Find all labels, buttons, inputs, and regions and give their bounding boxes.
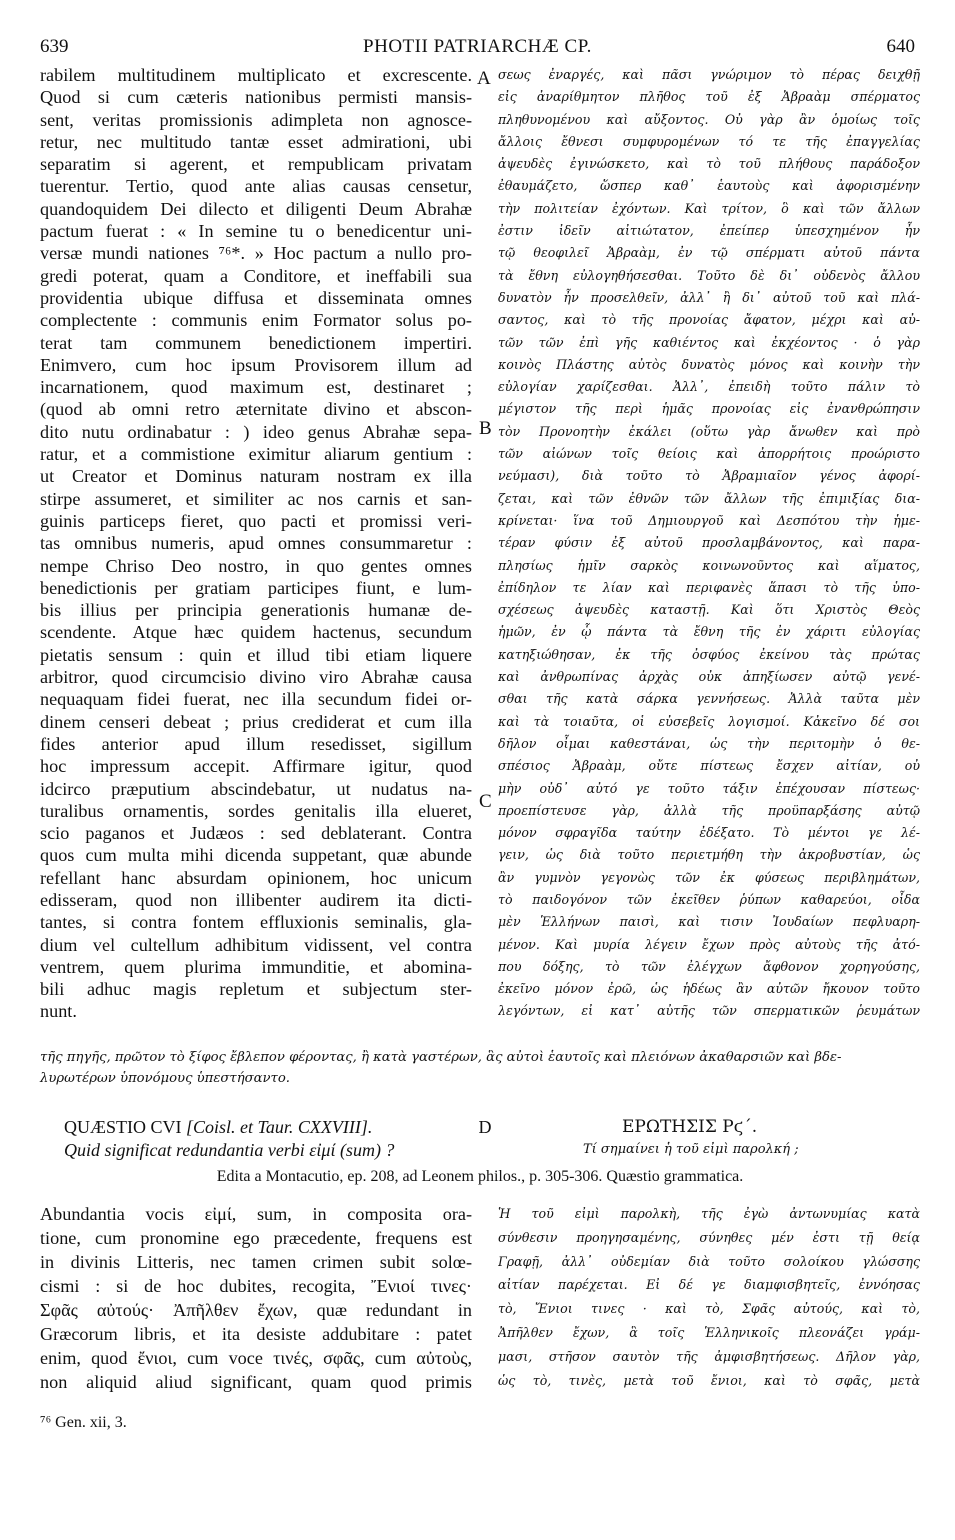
latin-text-line: tas omnibus numeris, apud omnes consummaretur : [40, 533, 472, 554]
greek-text-line: κρίνεται· ἵνα τοῦ Δημιουργοῦ καὶ Δεσπότου τὴν ἡμε- [498, 512, 920, 528]
greek-question-text: Τί σημαίνει ἡ τοῦ εἰμὶ παρολκή ; [583, 1142, 799, 1157]
greek-text-line: ὡς τὸ, τινὲς, μετὰ τοῦ ἔνιοι, καὶ τὸ σφᾶς, μετὰ [498, 1372, 920, 1388]
greek-text-line: Γραφῇ, ἀλλ᾽ οὐδεμίαν διὰ τοῦτο σολοίκου γλώσσης [498, 1253, 920, 1269]
greek-text-line: ἐθαυμάζετο, ὥσπερ καθ᾽ ἑαυτοὺς καὶ ἀφορισμένην [498, 178, 920, 194]
greek-text-line: δῆλον οἶμαι καθεστάναι, ὡς τὴν περιτομὴν ὁ θε- [498, 735, 920, 751]
greek-text-line: καὶ τὰ τοιαῦτα, οἱ εὐσεβεῖς λογισμοί. Κἀκεῖνο δέ σοι [498, 713, 920, 729]
greek-text-line: ἄλλοις ἔθνεσι συμφυρομένων τό τε τῆς ἐπαγγελίας [498, 133, 920, 149]
latin-question-source: [Coisl. et Taur. CXXVIII]. [186, 1117, 373, 1137]
greek-text-line: τὸ, Ἔνιοι τινες · καὶ τὸ, Σφᾶς αὐτούς, καὶ τὸ, [498, 1301, 920, 1317]
greek-text-line: γειν, ὡς διὰ τοῦτο περιετμήθη τὴν ἀκροβυστίαν, ὡς [498, 847, 920, 863]
greek-full-width-line-1: τῆς πηγῆς, πρῶτον τὸ ξίφος ἔβλεπον φέροντας, ἢ κατὰ γαστέρων, ἃς αὐτοὶ ἑαυτοῖς καὶ πλειόνων ἀκαθαρσιῶν καὶ βδε- [40, 1050, 842, 1065]
greek-text-line: τὰ ἔθνη εὐλογηθήσεσθαι. Τοῦτο δὲ δι᾽ οὐδενὸς ἄλλου [498, 267, 920, 283]
latin-text-line: hoc impressum accepit. Affirmare igitur, quod [40, 756, 472, 777]
latin-text-line: scendente. Atque hæc quidem hactenus, secundum [40, 622, 472, 643]
latin-text-line: terat tam communem benedictionem impertiri. [40, 332, 472, 353]
footnote: ⁷⁶ Gen. xii, 3. [40, 1414, 127, 1431]
greek-text-line: σχέσεως ἀψευδὲς καταστῇ. Καὶ ὅτι Χριστὸς Θεὸς [498, 602, 920, 618]
latin-text-line: enim, quod ἔνιοι, cum voce τινές, σφᾶς, cum αὐτοὺς, [40, 1348, 472, 1368]
latin-text-line: nunt. [40, 1001, 77, 1022]
running-title: PHOTII PATRIARCHÆ CP. [363, 36, 592, 57]
greek-text-line: σθαι τῆς κατὰ σάρκα γεννήσεως. Ἀλλὰ ταῦτα μὲν [498, 691, 920, 707]
margin-letter-c: C [479, 791, 492, 812]
latin-text-line: fides anterior apud illum resedisset, sigillum [40, 733, 472, 754]
latin-text-line: dito nutu ordinabatur : ) ideo genus Abrahæ sepa- [40, 421, 472, 442]
latin-text-line: bili adhuc magis repletum et subjectum ster- [40, 979, 472, 1000]
greek-full-width-line-2: λυρωτέρων ὑπονόμους ὑπεστήσαντο. [40, 1071, 290, 1086]
latin-text-line: rabilem multitudinem multiplicato et excrescente. [40, 65, 472, 85]
latin-text-line: Abundantia vocis εἰμί, sum, in composita ora- [40, 1204, 472, 1224]
greek-text-line: λεγόντων, εἰ κατ᾽ αὐτῆς τῶν σπερματικῶν ῥευμάτων [498, 1003, 920, 1019]
greek-text-line: τῷ θεοφιλεῖ Ἀβραὰμ, ἐν τῷ σπέρματι αὐτοῦ πάντα [498, 245, 920, 261]
greek-column-lower [498, 1202, 920, 1392]
latin-text-line: ut Creator et Dominus naturam nostram ex illa [40, 466, 472, 487]
greek-text-line: μὲν Ἑλλήνων παισὶ, καὶ τισιν Ἰουδαίων πεφλυαρη- [498, 914, 920, 930]
greek-text-line: κοινὸς Πλάστης αὐτὸς δυνατὸς μόνος καὶ κοινὴν τὴν [498, 356, 920, 372]
latin-text-line: quandoquidem Dei dilecto et diligenti Deum Abrahæ [40, 198, 472, 219]
latin-text-line: benedictionis per gratiam participes fiunt, e lum- [40, 577, 472, 598]
latin-column-upper [40, 64, 472, 1023]
latin-text-line: Quod si cum cæteris nationibus permisti mansis- [40, 87, 472, 108]
left-page-number: 639 [40, 36, 69, 57]
edition-note: Edita a Montacutio, ep. 208, ad Leonem philos., p. 305-306. Quæstio grammatica. [216, 1168, 744, 1185]
greek-text-line: μένον. Καὶ μυρία λέγειν ἔχων πρὸς αὐτοὺς τῆς ἀτό- [498, 936, 920, 952]
greek-text-line: μόνον σφραγῖδα ταύτην ἐδέξατο. Τὸ μέντοι γε λέ- [498, 825, 920, 841]
greek-text-line: κατηξιώθησαν, ἐκ τῆς ὀσφύος ἐκείνου τὰς πρώτας [498, 646, 920, 662]
greek-text-line: πλησίως ἡμῖν σαρκὸς κοινωνοῦντος καὶ αἵματος, [498, 557, 920, 573]
latin-question-number: QUÆSTIO CVI [64, 1117, 187, 1137]
latin-text-line: quos cum multa mihi dicenda suppetant, quæ abunde [40, 845, 472, 866]
latin-text-line: pactum fuerat : « In semine tu o benedicentur uni- [40, 221, 472, 242]
greek-question-title: ΕΡΩΤΗΣΙΣ Ρϛ΄. [622, 1117, 758, 1137]
margin-letter-d: D [478, 1117, 492, 1137]
latin-text-line: ratur, et a commistione eximitur aliarum gentium : [40, 444, 472, 465]
greek-text-line: τέραν φύσιν ἐξ αὐτοῦ προσλαμβάνοντος, καὶ παρα- [498, 535, 920, 551]
greek-text-line: ἡμῶν, ἐν ᾧ πάντα τὰ ἔθνη τῆς ἐν χάριτι εὐλογίας [498, 624, 920, 640]
latin-text-line: incarnationem, quod maximum est, destinaret ; [40, 377, 472, 398]
greek-text-line: σύνθεσιν προηγησαμένης, σύνηθες μέν ἐστι τῇ θείᾳ [498, 1229, 920, 1245]
latin-text-line: complectente : communis enim Formator solus po- [40, 310, 472, 331]
latin-text-line: (quod ab omni retro æternitate divino et abscon- [40, 399, 472, 420]
greek-text-line: τὴν πολιτείαν ἐχόντων. Καὶ τρίτον, ὃ καὶ τῶν ἄλλων [498, 200, 920, 216]
greek-text-line: σεως ἐναργές, καὶ πᾶσι γνώριμον τὸ πέρας δειχθῇ [498, 67, 920, 82]
latin-text-line: Σφᾶς αὐτούς· Ἀπῆλθεν ἔχων, quæ redundant in [40, 1300, 472, 1320]
latin-text-line: in divinis Litteris, nec tamen crimen subit solœ- [40, 1252, 472, 1272]
latin-text-line: nempe Chriso Deo nostro, in quo gentes omnes [40, 555, 472, 576]
greek-column-upper [498, 64, 920, 1023]
greek-text-line: μασι, στῆσον σαυτὸν τῆς ἀμφισβητήσεως. Δῆλον γὰρ, [498, 1348, 920, 1364]
latin-text-line: gredi poterat, quam a Conditore, et ineffabili sua [40, 265, 472, 286]
greek-text-line: τῶν αἰώνων τοῖς θείοις καὶ ἀπορρήτοις προώριστο [498, 446, 920, 462]
latin-text-line: nequaquam fidei fuerat, nec illa secundum fidei or- [40, 689, 472, 710]
greek-text-line: τὸ παιδογόνον τῶν ἐκεῖθεν ῥύπων καθαρεύοι, οἶδα [498, 891, 920, 907]
greek-text-line: εἰς ἀναρίθμητον πλῆθος τοῦ ἐξ Ἀβραὰμ σπέρματος [498, 89, 920, 105]
latin-text-line: turalibus ornamentis, sordes genitalis illa elueret, [40, 800, 472, 821]
latin-text-line: cismi : si de hoc dubites, recogita, Ἔνιοί τινες· [40, 1276, 472, 1296]
latin-column-lower [40, 1202, 472, 1394]
latin-text-line: arbitror, quod circumcisio divino viro Abrahæ causa [40, 667, 472, 688]
latin-text-line: sent, veritas promissionis adimpleta non agnosce- [40, 109, 472, 130]
latin-text-line: versæ mundi nationes ⁷⁶*. » Hoc pactum a nullo pro- [40, 243, 472, 264]
greek-text-line: σαντος, καὶ τὸ τῆς προνοίας ἄφατον, μέχρι καὶ αὐ- [498, 312, 920, 328]
greek-text-line: Ἡ τοῦ εἰμὶ παρολκὴ, τῆς ἐγὼ ἀντωνυμίας κατὰ [498, 1206, 920, 1221]
greek-text-line: εὐλογίαν χαρίζεσθαι. Ἀλλ᾽, ἐπειδὴ τοῦτο πάλιν τὸ [498, 379, 920, 395]
latin-text-line: tuerentur. Tertio, quod ante alias causas censetur, [40, 176, 472, 197]
greek-text-line: ἐπίδηλον τε λίαν καὶ περιφανὲς ἅπασι τὸ τῆς ὑπο- [498, 579, 920, 595]
latin-text-line: scio paganos et Judæos : sed deblaterant. Contra [40, 823, 472, 844]
latin-text-line: pietatis sensum : quin et illud tibi etiam liquere [40, 644, 472, 665]
greek-text-line: σπέσιος Ἀβραὰμ, οὔτε πίστεως ἔσχεν αἰτίαν, οὐ [498, 758, 920, 774]
greek-text-line: ἐστιν ἰδεῖν αἰτιώτατον, ἐπείπερ ὑπεσχημένον ἦν [498, 223, 920, 239]
latin-text-line: ventrem, quem plurima immunditie, et abomina- [40, 956, 472, 977]
latin-text-line: non aliquid aliud significant, quam quod primis [40, 1372, 472, 1392]
latin-text-line: dinem censeri debeat ; prius crediderat et cum illa [40, 711, 472, 732]
greek-text-line: νεύμασι), διὰ τοῦτο τὸ Ἀβραμιαῖον γένος ἀφορί- [498, 468, 920, 484]
latin-text-line: tione, cum pronomine ego præcedente, frequens est [40, 1228, 472, 1248]
greek-text-line: τῶν τῶν ἐπὶ γῆς καθιέντος καὶ ἐκχέοντος · ὁ γὰρ [498, 334, 920, 350]
latin-text-line: Enimvero, cum hoc ipsum Provisorem illum ad [40, 354, 472, 375]
latin-text-line: bis illius per principia generationis humanæ de- [40, 600, 472, 621]
greek-text-line: προεπίστευσε γὰρ, ἀλλὰ τῆς προϋπαρξάσης αὐτῷ [498, 802, 920, 818]
latin-text-line: idcirco præputium abscindebatur, ut nudatus na- [40, 778, 472, 799]
margin-letter-b: B [479, 418, 492, 439]
latin-text-line: stirpe assumeret, et similiter ac nos carnis et san- [40, 488, 472, 509]
latin-question-title [64, 1117, 372, 1138]
latin-question-text: Quid significat redundantia verbi εἰμί (sum) ? [64, 1140, 395, 1160]
greek-text-line: ἐκεῖνο μόνον ἐρῶ, ὡς ἡδέως ἂν αὐτῶν ἤκουον τοῦτο [498, 981, 920, 997]
greek-text-line: δυνατὸν ἦν προσελθεῖν, ἀλλ᾽ ἢ δι᾽ αὐτοῦ τοῦ καὶ πλά- [498, 289, 920, 305]
latin-text-line: edisseram, quod non illibenter audirem ita dicti- [40, 889, 472, 910]
latin-text-line: separatim si agerent, et rempublicam privatam [40, 154, 472, 175]
latin-text-line: guinis particeps fieret, quo pacti et promissi veri- [40, 510, 472, 531]
greek-text-line: ἀψευδὲς ἐγινώσκετο, καὶ τὸ τοῦ πλήθους παράδοξον [498, 156, 920, 172]
latin-text-line: Græcorum libris, et ita desiste addubitare : patet [40, 1324, 472, 1344]
greek-text-line: πληθυνομένου καὶ αὔξοντος. Οὐ γὰρ ἂν ὁμοίως τοῖς [498, 111, 920, 127]
greek-text-line: τὸν Προνοητὴν ἐκάλει (οὕτω γὰρ ἄνωθεν καὶ πρὸ [498, 423, 920, 439]
right-page-number: 640 [886, 36, 915, 57]
latin-text-line: refellant hanc absurdam opinionem, hoc unicum [40, 867, 472, 888]
greek-text-line: που δόξης, τὸ τῶν ἐλέγχων ἄφθονον χορηγούσης, [498, 958, 920, 974]
greek-text-line: Ἀπῆλθεν ἔχων, ἃ τοῖς Ἑλληνικοῖς πλεονάζει γράμ- [498, 1324, 920, 1340]
latin-text-line: retur, nec multitudo tantæ esset admirationi, ubi [40, 131, 472, 152]
latin-text-line: providentia ubique diffusa et disseminata omnes [40, 287, 472, 308]
margin-letter-a: A [477, 68, 491, 89]
greek-text-line: μὴν οὐδ᾽ αὐτό γε τοῦτο τάξιν ἐπέχουσαν πίστεως· [498, 780, 920, 796]
greek-text-line: καὶ ἀνθρωπίνας ἀρχὰς οὐκ ἀπηξίωσεν αὐτῷ γενέ- [498, 669, 920, 685]
latin-text-line: dium vel cultellum adhibitum vidissent, vel contra [40, 934, 472, 955]
latin-text-line: tantes, si contra fontem effluxionis seminalis, gla- [40, 912, 472, 933]
greek-text-line: ἂν γυμνὸν γεγονὼς τῶν ἐκ φύσεως περιβλημάτων, [498, 869, 920, 885]
greek-text-line: αἰτίαν παρέχεται. Εἰ δέ γε διαμφισβητεῖς, ἐννόησας [498, 1277, 920, 1293]
greek-text-line: μέγιστον τῆς περὶ ἡμᾶς προνοίας εἰς ἐνανθρώπησιν [498, 401, 920, 417]
greek-text-line: ζεται, καὶ τῶν ἐθνῶν τῶν ἄλλων τῆς ἐπιμιξίας δια- [498, 490, 920, 506]
